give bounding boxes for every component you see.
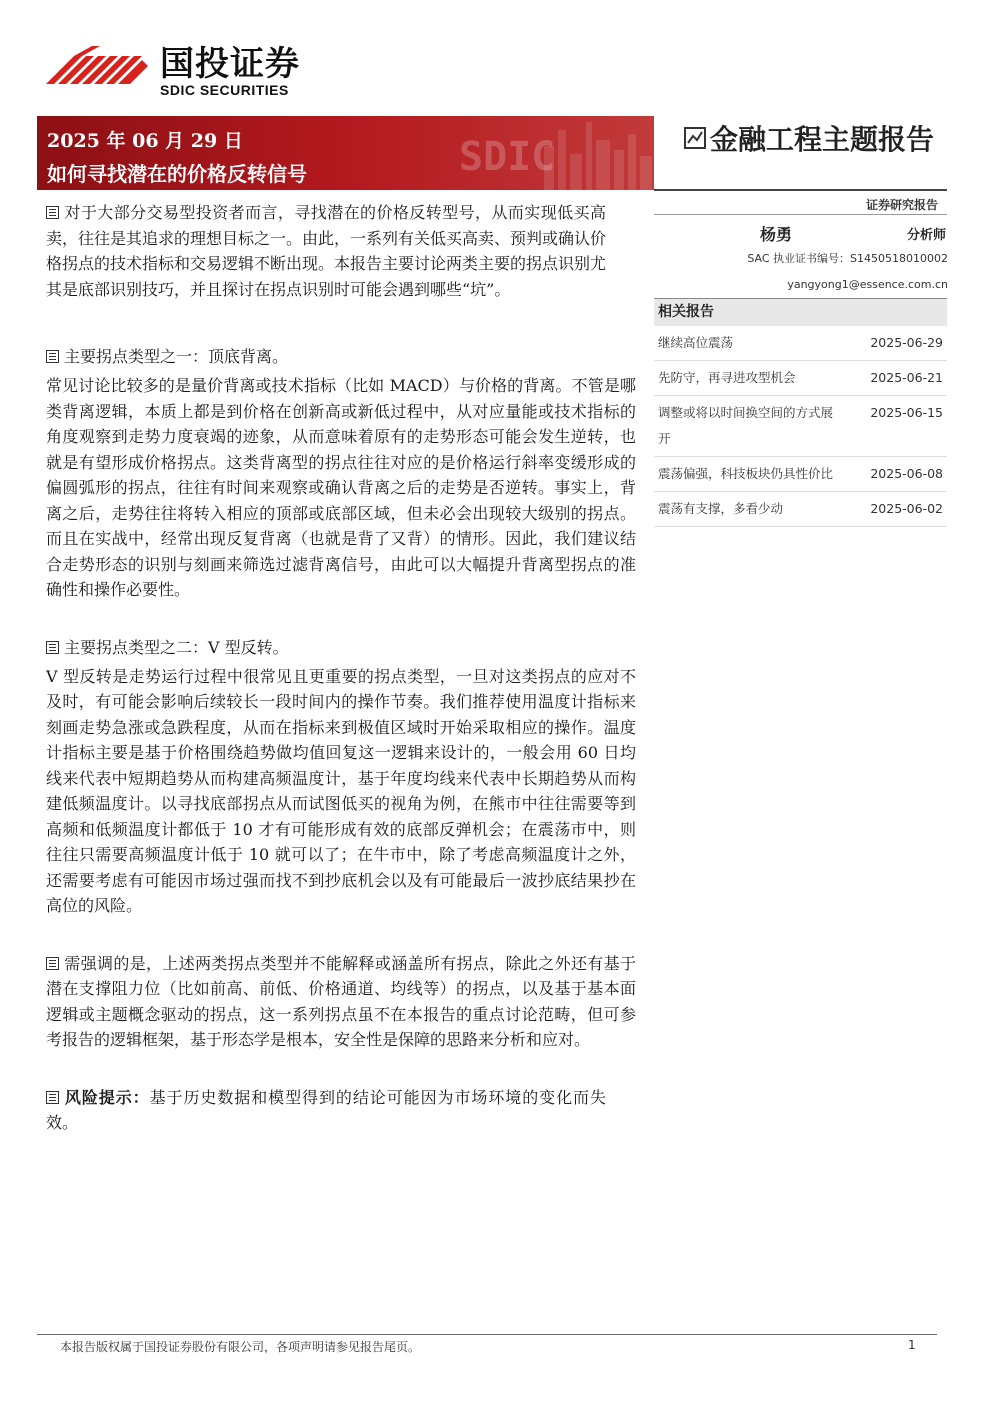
section-heading (46, 635, 636, 660)
brand-logo (44, 44, 324, 100)
risk-text: 基于历史数据和模型得到的结论可能因为市场环境的变化而失效。 (46, 1087, 606, 1132)
report-title: 如何寻找潜在的价格反转信号 (47, 162, 307, 186)
report-classification: 证券研究报告 (865, 198, 938, 212)
section-heading-text: 主要拐点类型之一：顶底背离。 (64, 347, 289, 366)
related-report-date: 2025-06-21 (870, 370, 943, 385)
related-report-date: 2025-06-15 (870, 405, 943, 420)
divider (654, 189, 947, 191)
title-banner (37, 116, 654, 190)
related-report-date: 2025-06-29 (870, 335, 943, 350)
author-row (654, 222, 946, 242)
report-date: 2025 年 06 月 29 日 (47, 130, 243, 152)
bullet-box-icon (46, 1091, 59, 1104)
divider (654, 214, 947, 215)
related-reports (654, 298, 947, 527)
related-report-date: 2025-06-08 (870, 466, 943, 481)
risk-warning (46, 1085, 606, 1136)
related-report-title: 先防守，再寻进攻型机会 (658, 370, 796, 385)
section-heading-text: 主要拐点类型之二：V 型反转。 (64, 637, 289, 657)
sdic-logo-icon (44, 44, 154, 100)
author-role: 分析师 (906, 228, 946, 243)
page-number: 1 (908, 1338, 916, 1352)
risk-label: 风险提示： (64, 1087, 150, 1107)
chart-icon (684, 127, 706, 149)
banner-watermark: SDIC (459, 134, 556, 180)
related-reports-header: 相关报告 (654, 298, 947, 326)
bullet-box-icon (46, 350, 59, 363)
bullet-box-icon (46, 641, 59, 654)
body-paragraph (46, 951, 636, 1053)
report-type (684, 118, 934, 158)
related-report-date: 2025-06-02 (870, 501, 943, 516)
related-report-item[interactable] (654, 396, 947, 457)
related-report-item[interactable] (654, 361, 947, 396)
related-report-item[interactable] (654, 492, 947, 527)
related-report-title: 调整或将以时间换空间的方式展开 (658, 405, 834, 446)
brand-name-en: SDIC SECURITIES (160, 82, 289, 98)
brand-name-cn: 国投证券 (160, 44, 300, 84)
bullet-box-icon (46, 957, 59, 970)
paragraph-text: 需强调的是，上述两类拐点类型并不能解释或涵盖所有拐点，除此之外还有基于潜在支撑阻力位（比如前高、前低、价格通道、均线等）的拐点，以及基于基本面逻辑或主题概念驱动的拐点，这一系列拐点虽不在本报告的重点讨论范畴，但可参考报告的逻辑框架，基于形态学是根本，安全性是保障的思路来分析和应对。 (46, 953, 636, 1049)
paragraph-text: 对于大部分交易型投资者而言，寻找潜在的价格反转型号，从而实现低买高卖，往往是其追求的理想目标之一。由此，一系列有关低买高卖、预判或确认价格拐点的技术指标和交易逻辑不断出现。本报告主要讨论两类主要的拐点识别尤其是底部识别技巧，并且探讨在拐点识别时可能会遇到哪些“坑”。 (46, 203, 607, 299)
report-body (46, 200, 636, 1136)
footer-divider (37, 1334, 937, 1335)
related-report-item[interactable] (654, 326, 947, 361)
section-heading (46, 344, 636, 369)
author-sac: SAC 执业证书编号：S1450518010002 (747, 252, 948, 265)
footer-disclaimer: 本报告版权属于国投证券股份有限公司，各项声明请参见报告尾页。 (60, 1340, 421, 1354)
body-paragraph: V 型反转是走势运行过程中很常见且更重要的拐点类型，一旦对这类拐点的应对不及时，有可能会影响后续较长一段时间内的操作节奏。我们推荐使用温度计指标来刻画走势急涨或急跌程度，从而在指标来到极值区域时开始采取相应的操作。温度计指标主要是基于价格围绕趋势做均值回复这一逻辑来设计的，一般会用 60 日均线来代表中短期趋势从而构建高频温度计，基于年度均线来代表中长期趋势从而构建低频温度计。以寻找底部拐点从而试图低买的视角为例，在熊市中往往需要等到高频和低频温度计都低于 10 才有可能形成有效的底部反弹机会；在震荡市中，则往往只需要高频温度计低于 10 就可以了；在牛市中，除了考虑高频温度计之外，还需要考虑有可能因市场过强而找不到抄底机会以及有可能最后一波抄底结果抄在高位的风险。 (46, 666, 636, 915)
related-report-title: 震荡偏强，科技板块仍具性价比 (658, 466, 834, 481)
related-report-title: 震荡有支撑，多看少动 (658, 501, 784, 516)
author-name: 杨勇 (760, 225, 793, 244)
related-report-title: 继续高位震荡 (658, 335, 734, 350)
bullet-box-icon (46, 206, 59, 219)
body-paragraph (46, 200, 606, 302)
report-type-label: 金融工程主题报告 (710, 123, 935, 156)
related-report-item[interactable] (654, 457, 947, 492)
author-email: yangyong1@essence.com.cn (787, 278, 948, 291)
body-paragraph: 常见讨论比较多的是量价背离或技术指标（比如 MACD）与价格的背离。不管是哪类背离逻辑，本质上都是到价格在创新高或新低过程中，从对应量能或技术指标的角度观察到走势力度衰竭的迹象，从而意味着原有的走势形态可能会发生逆转，也就是有望形成价格拐点。这类背离型的拐点往往对应的是价格运行斜率变缓形成的偏圆弧形的拐点，往往有时间来观察或确认背离之后的走势是否逆转。事实上，背离之后，走势往往将转入相应的顶部或底部区域，但未必会出现较大级别的拐点。而且在实战中，经常出现反复背离（也就是背了又背）的情形。因此，我们建议结合走势形态的识别与刻画来筛选过滤背离信号，由此可以大幅提升背离型拐点的准确性和操作必要性。 (46, 376, 636, 599)
